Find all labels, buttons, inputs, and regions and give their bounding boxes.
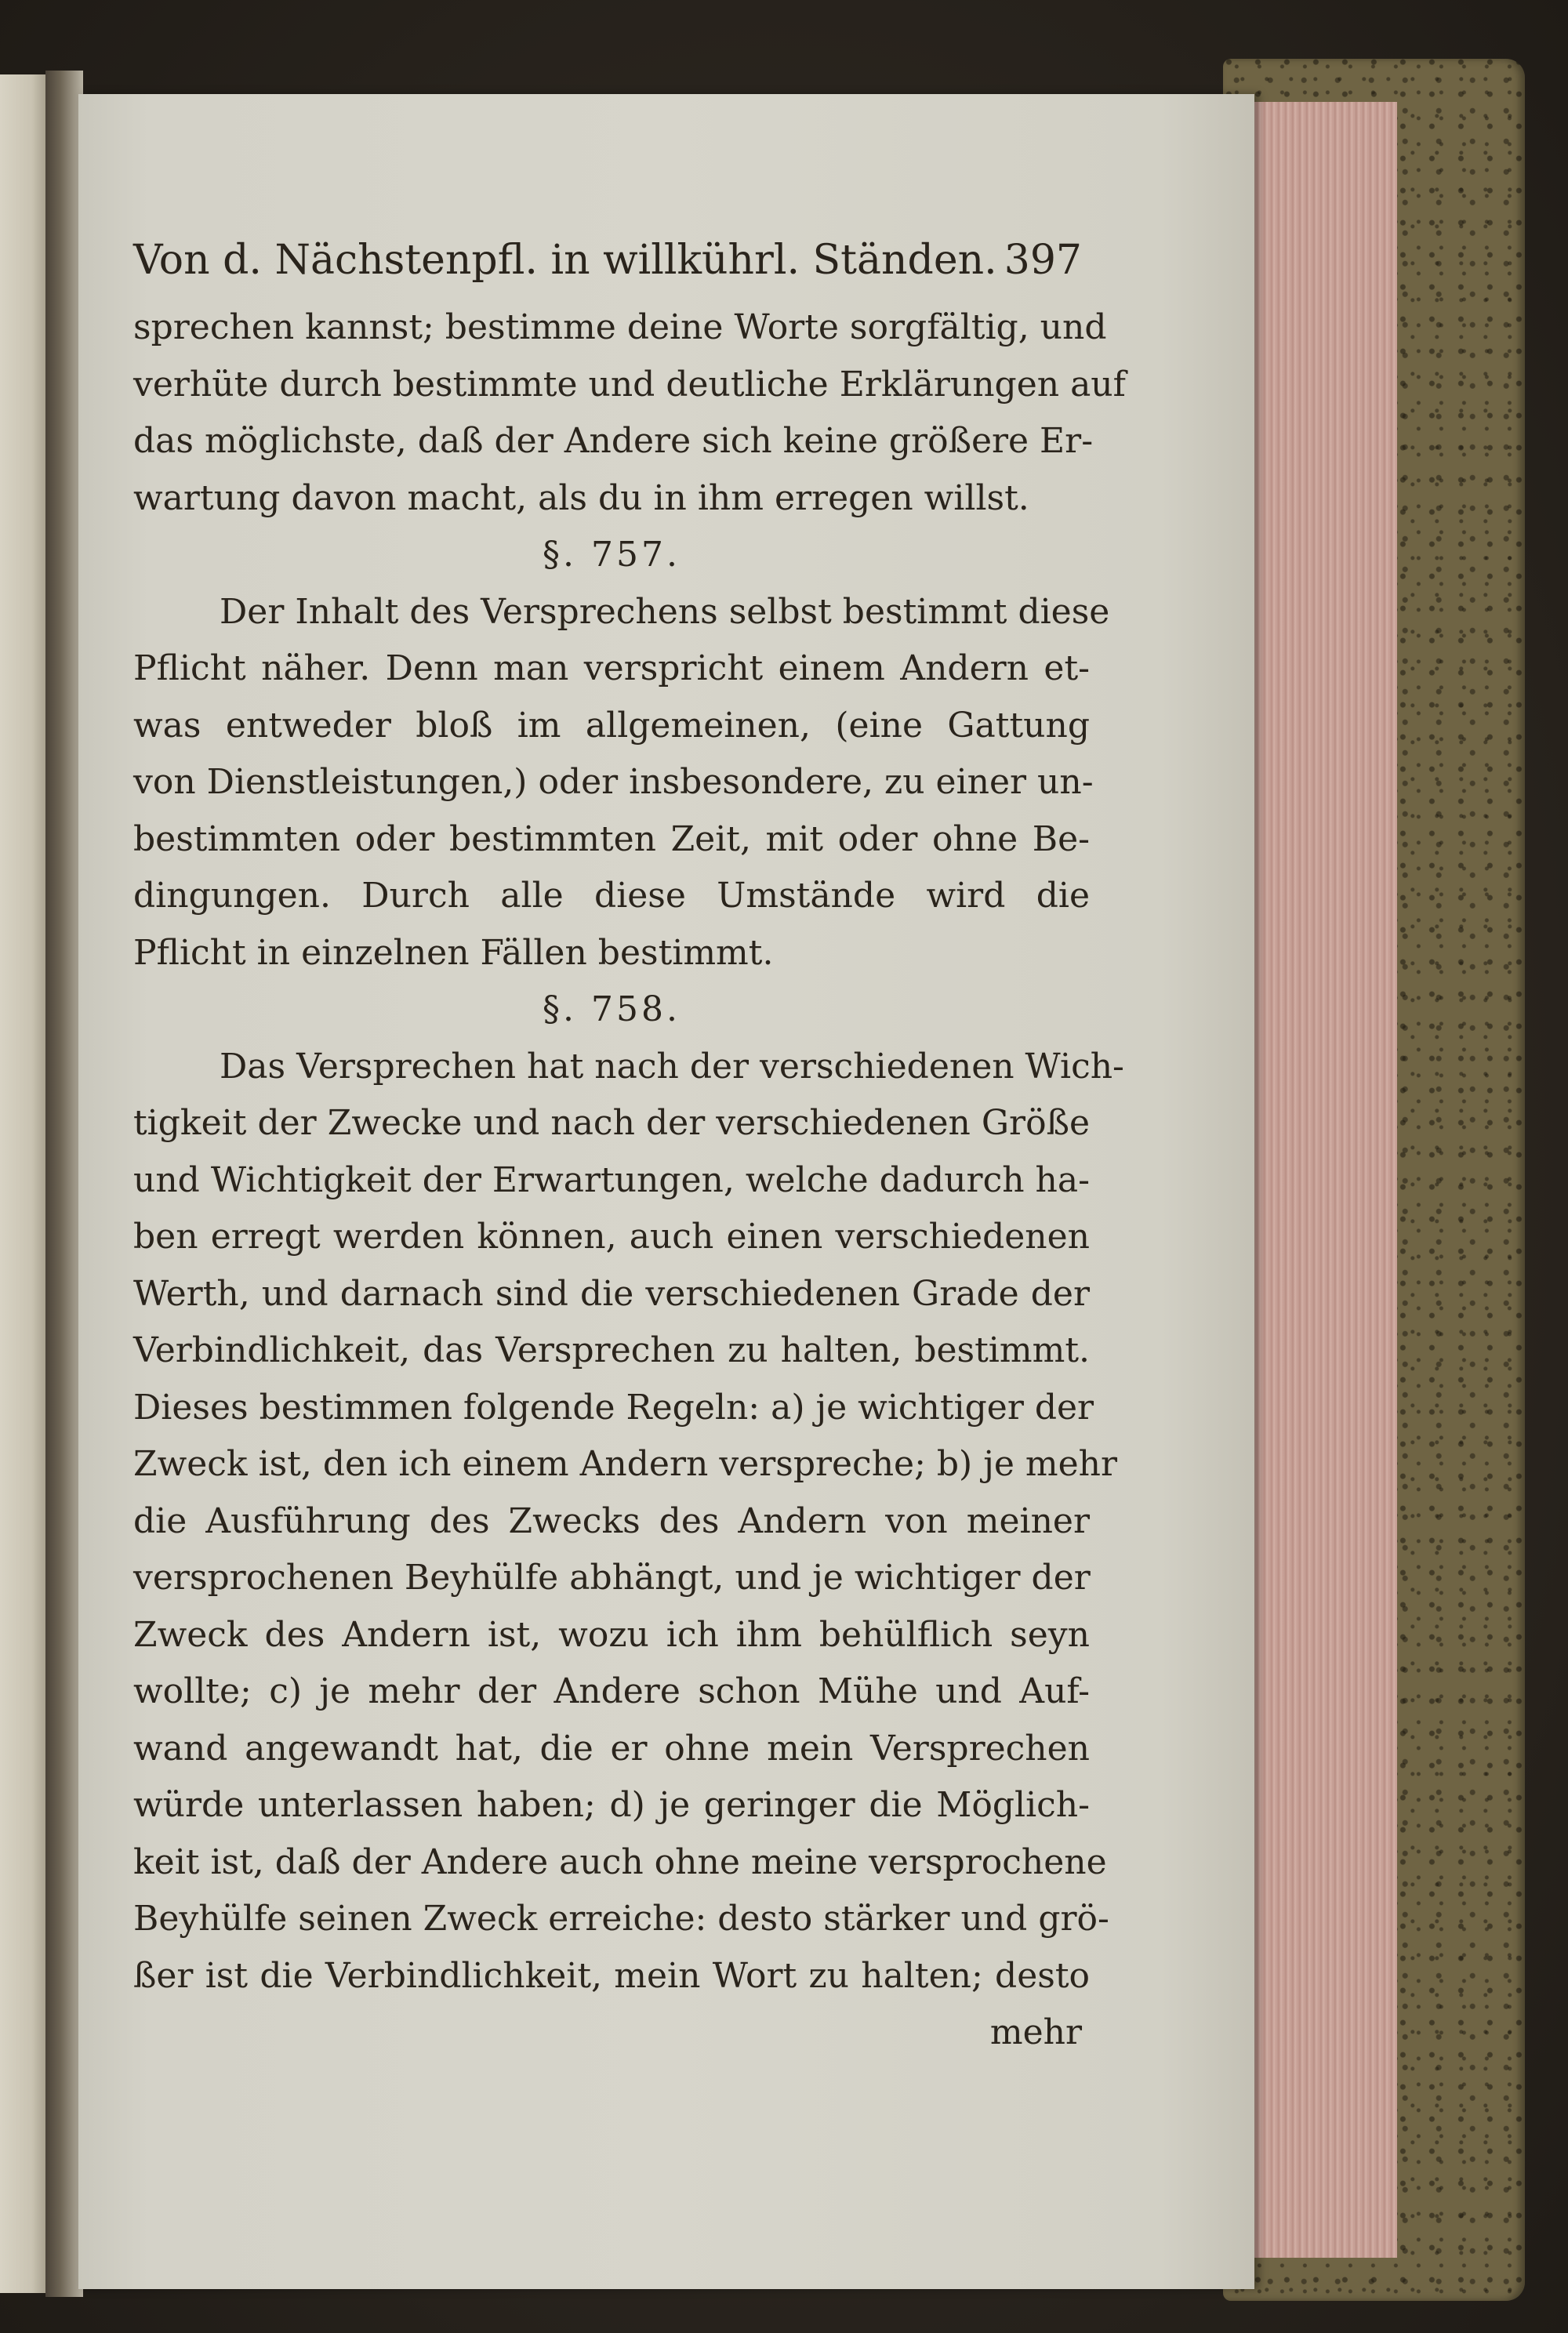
text-line: versprochenen Beyhülfe abhängt, und je wichtiger der	[133, 1558, 1091, 1598]
text-line: Pflicht in einzelnen Fällen bestimmt.	[133, 932, 774, 973]
catchword: mehr	[989, 2012, 1082, 2052]
text-line: ßer ist die Verbindlichkeit, mein Wort zu halten; desto	[133, 1955, 1090, 1996]
text-line: bestimmten oder bestimmten Zeit, mit oder ohne Be-	[133, 818, 1090, 859]
text-line: was entweder bloß im allgemeinen, (eine Gattung	[133, 705, 1090, 746]
text-line: wollte; c) je mehr der Andere schon Mühe und Auf-	[133, 1671, 1090, 1711]
text-line: Werth, und darnach sind die verschiedenen Grade der	[133, 1273, 1090, 1314]
paragraph-758	[133, 1039, 1124, 2005]
section-heading-758: §. 758.	[543, 989, 681, 1029]
book-gutter	[45, 71, 83, 2297]
page-number: 397	[1004, 237, 1082, 284]
text-line: würde unterlassen haben; d) je geringer die Möglich-	[133, 1785, 1090, 1825]
text-line: Dieses bestimmen folgende Regeln: a) je wichtiger der	[133, 1387, 1094, 1428]
text-line: tigkeit der Zwecke und nach der verschiedenen Größe	[133, 1103, 1090, 1143]
text-line: keit ist, daß der Andere auch ohne meine versprochene	[133, 1841, 1107, 1882]
page-edges	[1247, 102, 1397, 2258]
text-line: von Dienstleistungen,) oder insbesondere, zu einer un-	[133, 762, 1094, 802]
section-heading-757: §. 757.	[543, 535, 681, 575]
text-line: sprechen kannst; bestimme deine Worte sorgfältig, und	[133, 307, 1107, 347]
text-line: wand angewandt hat, die er ohne mein Versprechen	[133, 1728, 1090, 1769]
running-head-title: Von d. Nächstenpfl. in willkührl. Ständen.	[133, 237, 997, 284]
text-line: und Wichtigkeit der Erwartungen, welche dadurch ha-	[133, 1159, 1090, 1200]
text-line: dingungen. Durch alle diese Umstände wird die	[133, 876, 1090, 916]
paragraph-757	[133, 584, 1110, 982]
text-line: das möglichste, daß der Andere sich keine größere Er-	[133, 421, 1094, 461]
text-line: Zweck des Andern ist, wozu ich ihm behülflich seyn	[133, 1614, 1090, 1655]
text-line: die Ausführung des Zwecks des Andern von meiner	[133, 1500, 1090, 1541]
text-line: Der Inhalt des Versprechens selbst bestimmt diese	[220, 591, 1110, 632]
text-line: Zweck ist, den ich einem Andern verspreche; b) je mehr	[133, 1444, 1118, 1484]
text-line: wartung davon macht, als du in ihm erregen willst.	[133, 477, 1029, 518]
facing-page-edge	[0, 74, 48, 2293]
text-line: verhüte durch bestimmte und deutliche Erklärungen auf	[133, 364, 1126, 405]
text-line: ben erregt werden können, auch einen verschiedenen	[133, 1217, 1090, 1257]
running-head	[133, 235, 1090, 285]
text-line: Das Versprechen hat nach der verschiedenen Wich-	[220, 1046, 1124, 1087]
text-line: Beyhülfe seinen Zweck erreiche: desto stärker und grö-	[133, 1899, 1109, 1939]
text-line: Verbindlichkeit, das Versprechen zu halten, bestimmt.	[133, 1330, 1090, 1370]
page-text	[133, 235, 1126, 2062]
text-line: Pflicht näher. Denn man verspricht einem Andern et-	[133, 648, 1090, 688]
paragraph-continuation	[133, 299, 1126, 527]
